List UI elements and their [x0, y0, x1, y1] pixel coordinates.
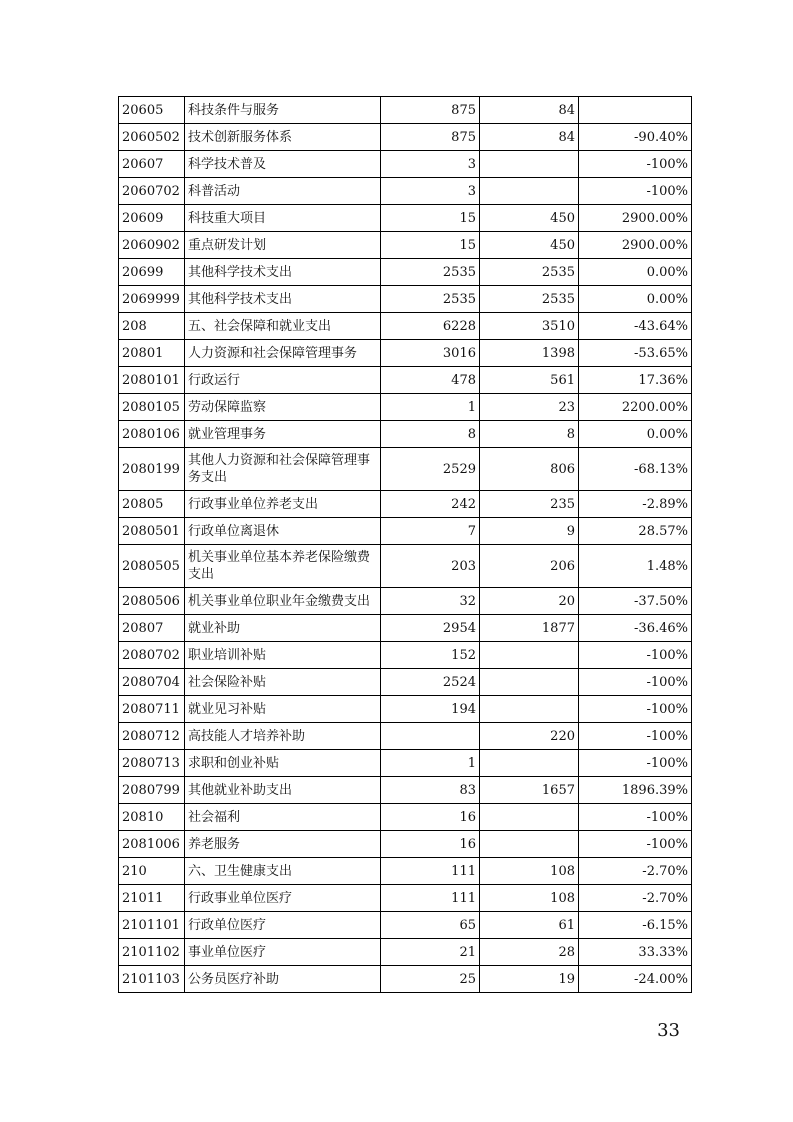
subject-code-cell: 210 — [119, 858, 185, 885]
change-rate-cell: 0.00% — [579, 286, 692, 313]
subject-name-cell: 科技条件与服务 — [185, 97, 381, 124]
subject-code-cell: 20605 — [119, 97, 185, 124]
table-row — [119, 804, 692, 831]
table-row — [119, 421, 692, 448]
change-rate-cell: -2.70% — [579, 885, 692, 912]
prior-amount-cell: 2954 — [381, 615, 480, 642]
change-rate-cell: 28.57% — [579, 518, 692, 545]
subject-code-cell: 2080101 — [119, 367, 185, 394]
prior-amount-cell: 16 — [381, 804, 480, 831]
table-row — [119, 448, 692, 491]
current-amount-cell — [480, 178, 579, 205]
page-number: 33 — [657, 1020, 680, 1041]
change-rate-cell: -24.00% — [579, 966, 692, 993]
change-rate-cell: 1896.39% — [579, 777, 692, 804]
subject-name-cell: 求职和创业补贴 — [185, 750, 381, 777]
subject-name-cell: 行政运行 — [185, 367, 381, 394]
table-row — [119, 912, 692, 939]
subject-name-cell: 科技重大项目 — [185, 205, 381, 232]
subject-code-cell: 2080505 — [119, 545, 185, 588]
table-row — [119, 588, 692, 615]
current-amount-cell: 19 — [480, 966, 579, 993]
subject-code-cell: 2080199 — [119, 448, 185, 491]
current-amount-cell — [480, 696, 579, 723]
subject-code-cell: 2101102 — [119, 939, 185, 966]
change-rate-cell: 17.36% — [579, 367, 692, 394]
subject-code-cell: 2081006 — [119, 831, 185, 858]
table-row — [119, 286, 692, 313]
prior-amount-cell: 194 — [381, 696, 480, 723]
current-amount-cell — [480, 151, 579, 178]
change-rate-cell: 2900.00% — [579, 205, 692, 232]
subject-name-cell: 人力资源和社会保障管理事务 — [185, 340, 381, 367]
current-amount-cell: 1398 — [480, 340, 579, 367]
change-rate-cell: 0.00% — [579, 421, 692, 448]
change-rate-cell: -100% — [579, 696, 692, 723]
current-amount-cell: 61 — [480, 912, 579, 939]
subject-code-cell: 21011 — [119, 885, 185, 912]
subject-code-cell: 2069999 — [119, 286, 185, 313]
table-row — [119, 723, 692, 750]
change-rate-cell: 0.00% — [579, 259, 692, 286]
subject-code-cell: 20609 — [119, 205, 185, 232]
prior-amount-cell: 478 — [381, 367, 480, 394]
current-amount-cell — [480, 669, 579, 696]
prior-amount-cell: 1 — [381, 394, 480, 421]
current-amount-cell: 561 — [480, 367, 579, 394]
current-amount-cell — [480, 750, 579, 777]
prior-amount-cell: 8 — [381, 421, 480, 448]
table-row — [119, 340, 692, 367]
prior-amount-cell: 7 — [381, 518, 480, 545]
prior-amount-cell: 875 — [381, 97, 480, 124]
current-amount-cell — [480, 642, 579, 669]
current-amount-cell: 20 — [480, 588, 579, 615]
table-row — [119, 885, 692, 912]
current-amount-cell: 450 — [480, 205, 579, 232]
change-rate-cell: -90.40% — [579, 124, 692, 151]
current-amount-cell: 220 — [480, 723, 579, 750]
subject-name-cell: 就业管理事务 — [185, 421, 381, 448]
prior-amount-cell: 2535 — [381, 259, 480, 286]
table-row — [119, 642, 692, 669]
subject-code-cell: 2080106 — [119, 421, 185, 448]
subject-name-cell: 劳动保障监察 — [185, 394, 381, 421]
table-row — [119, 831, 692, 858]
prior-amount-cell: 3016 — [381, 340, 480, 367]
prior-amount-cell: 15 — [381, 232, 480, 259]
current-amount-cell: 28 — [480, 939, 579, 966]
change-rate-cell: -100% — [579, 804, 692, 831]
subject-code-cell: 2080704 — [119, 669, 185, 696]
current-amount-cell: 108 — [480, 858, 579, 885]
table-row — [119, 124, 692, 151]
change-rate-cell: -6.15% — [579, 912, 692, 939]
change-rate-cell: 2900.00% — [579, 232, 692, 259]
subject-name-cell: 行政事业单位医疗 — [185, 885, 381, 912]
change-rate-cell — [579, 97, 692, 124]
current-amount-cell: 84 — [480, 97, 579, 124]
prior-amount-cell: 2524 — [381, 669, 480, 696]
table-row — [119, 151, 692, 178]
current-amount-cell: 84 — [480, 124, 579, 151]
prior-amount-cell: 83 — [381, 777, 480, 804]
subject-name-cell: 行政事业单位养老支出 — [185, 491, 381, 518]
change-rate-cell: 33.33% — [579, 939, 692, 966]
change-rate-cell: -100% — [579, 642, 692, 669]
prior-amount-cell: 203 — [381, 545, 480, 588]
subject-code-cell: 2080799 — [119, 777, 185, 804]
prior-amount-cell: 242 — [381, 491, 480, 518]
table-row — [119, 966, 692, 993]
current-amount-cell: 806 — [480, 448, 579, 491]
subject-code-cell: 2080712 — [119, 723, 185, 750]
subject-name-cell: 养老服务 — [185, 831, 381, 858]
table-row — [119, 259, 692, 286]
subject-name-cell: 科学技术普及 — [185, 151, 381, 178]
subject-name-cell: 公务员医疗补助 — [185, 966, 381, 993]
subject-name-cell: 就业补助 — [185, 615, 381, 642]
prior-amount-cell: 25 — [381, 966, 480, 993]
current-amount-cell: 8 — [480, 421, 579, 448]
subject-name-cell: 事业单位医疗 — [185, 939, 381, 966]
subject-code-cell: 2080506 — [119, 588, 185, 615]
change-rate-cell: -100% — [579, 723, 692, 750]
current-amount-cell: 235 — [480, 491, 579, 518]
prior-amount-cell: 32 — [381, 588, 480, 615]
subject-name-cell: 行政单位离退休 — [185, 518, 381, 545]
prior-amount-cell: 3 — [381, 151, 480, 178]
current-amount-cell: 2535 — [480, 259, 579, 286]
subject-code-cell: 2060902 — [119, 232, 185, 259]
current-amount-cell: 1657 — [480, 777, 579, 804]
table-row — [119, 615, 692, 642]
table-row — [119, 545, 692, 588]
subject-code-cell: 2080713 — [119, 750, 185, 777]
table-row — [119, 178, 692, 205]
table-row — [119, 367, 692, 394]
subject-code-cell: 2101103 — [119, 966, 185, 993]
subject-code-cell: 2080501 — [119, 518, 185, 545]
change-rate-cell: 1.48% — [579, 545, 692, 588]
subject-name-cell: 社会福利 — [185, 804, 381, 831]
subject-code-cell: 2101101 — [119, 912, 185, 939]
table-row — [119, 750, 692, 777]
prior-amount-cell: 875 — [381, 124, 480, 151]
table-row — [119, 491, 692, 518]
subject-code-cell: 2080702 — [119, 642, 185, 669]
prior-amount-cell: 16 — [381, 831, 480, 858]
table-row — [119, 696, 692, 723]
table-row — [119, 669, 692, 696]
table-row — [119, 777, 692, 804]
subject-name-cell: 六、卫生健康支出 — [185, 858, 381, 885]
subject-name-cell: 科普活动 — [185, 178, 381, 205]
budget-table-body — [119, 97, 692, 993]
subject-name-cell: 重点研发计划 — [185, 232, 381, 259]
subject-name-cell: 社会保险补贴 — [185, 669, 381, 696]
change-rate-cell: -100% — [579, 178, 692, 205]
table-row — [119, 205, 692, 232]
current-amount-cell: 9 — [480, 518, 579, 545]
table-row — [119, 394, 692, 421]
subject-code-cell: 2080105 — [119, 394, 185, 421]
subject-name-cell: 五、社会保障和就业支出 — [185, 313, 381, 340]
change-rate-cell: -100% — [579, 750, 692, 777]
prior-amount-cell: 21 — [381, 939, 480, 966]
prior-amount-cell: 15 — [381, 205, 480, 232]
change-rate-cell: -68.13% — [579, 448, 692, 491]
change-rate-cell: -43.64% — [579, 313, 692, 340]
subject-name-cell: 机关事业单位职业年金缴费支出 — [185, 588, 381, 615]
subject-code-cell: 20607 — [119, 151, 185, 178]
current-amount-cell: 3510 — [480, 313, 579, 340]
prior-amount-cell: 152 — [381, 642, 480, 669]
subject-name-cell: 技术创新服务体系 — [185, 124, 381, 151]
change-rate-cell: -2.89% — [579, 491, 692, 518]
subject-code-cell: 20805 — [119, 491, 185, 518]
current-amount-cell — [480, 831, 579, 858]
subject-name-cell: 其他就业补助支出 — [185, 777, 381, 804]
change-rate-cell: -53.65% — [579, 340, 692, 367]
prior-amount-cell: 111 — [381, 885, 480, 912]
subject-name-cell: 就业见习补贴 — [185, 696, 381, 723]
change-rate-cell: -37.50% — [579, 588, 692, 615]
change-rate-cell: -100% — [579, 151, 692, 178]
prior-amount-cell: 3 — [381, 178, 480, 205]
subject-code-cell: 2080711 — [119, 696, 185, 723]
current-amount-cell: 108 — [480, 885, 579, 912]
current-amount-cell: 206 — [480, 545, 579, 588]
subject-name-cell: 其他科学技术支出 — [185, 286, 381, 313]
subject-name-cell: 行政单位医疗 — [185, 912, 381, 939]
table-row — [119, 518, 692, 545]
subject-code-cell: 20699 — [119, 259, 185, 286]
current-amount-cell: 1877 — [480, 615, 579, 642]
table-row — [119, 313, 692, 340]
current-amount-cell: 23 — [480, 394, 579, 421]
prior-amount-cell — [381, 723, 480, 750]
prior-amount-cell: 1 — [381, 750, 480, 777]
change-rate-cell: 2200.00% — [579, 394, 692, 421]
subject-name-cell: 职业培训补贴 — [185, 642, 381, 669]
subject-name-cell: 高技能人才培养补助 — [185, 723, 381, 750]
prior-amount-cell: 65 — [381, 912, 480, 939]
change-rate-cell: -36.46% — [579, 615, 692, 642]
table-row — [119, 232, 692, 259]
budget-table — [118, 96, 692, 993]
current-amount-cell: 450 — [480, 232, 579, 259]
subject-code-cell: 20801 — [119, 340, 185, 367]
subject-code-cell: 208 — [119, 313, 185, 340]
prior-amount-cell: 111 — [381, 858, 480, 885]
subject-code-cell: 2060702 — [119, 178, 185, 205]
current-amount-cell — [480, 804, 579, 831]
change-rate-cell: -100% — [579, 831, 692, 858]
change-rate-cell: -100% — [579, 669, 692, 696]
prior-amount-cell: 2529 — [381, 448, 480, 491]
table-row — [119, 939, 692, 966]
current-amount-cell: 2535 — [480, 286, 579, 313]
table-row — [119, 97, 692, 124]
subject-code-cell: 2060502 — [119, 124, 185, 151]
subject-name-cell: 机关事业单位基本养老保险缴费支出 — [185, 545, 381, 588]
prior-amount-cell: 2535 — [381, 286, 480, 313]
change-rate-cell: -2.70% — [579, 858, 692, 885]
prior-amount-cell: 6228 — [381, 313, 480, 340]
subject-name-cell: 其他科学技术支出 — [185, 259, 381, 286]
subject-name-cell: 其他人力资源和社会保障管理事务支出 — [185, 448, 381, 491]
subject-code-cell: 20807 — [119, 615, 185, 642]
subject-code-cell: 20810 — [119, 804, 185, 831]
table-row — [119, 858, 692, 885]
